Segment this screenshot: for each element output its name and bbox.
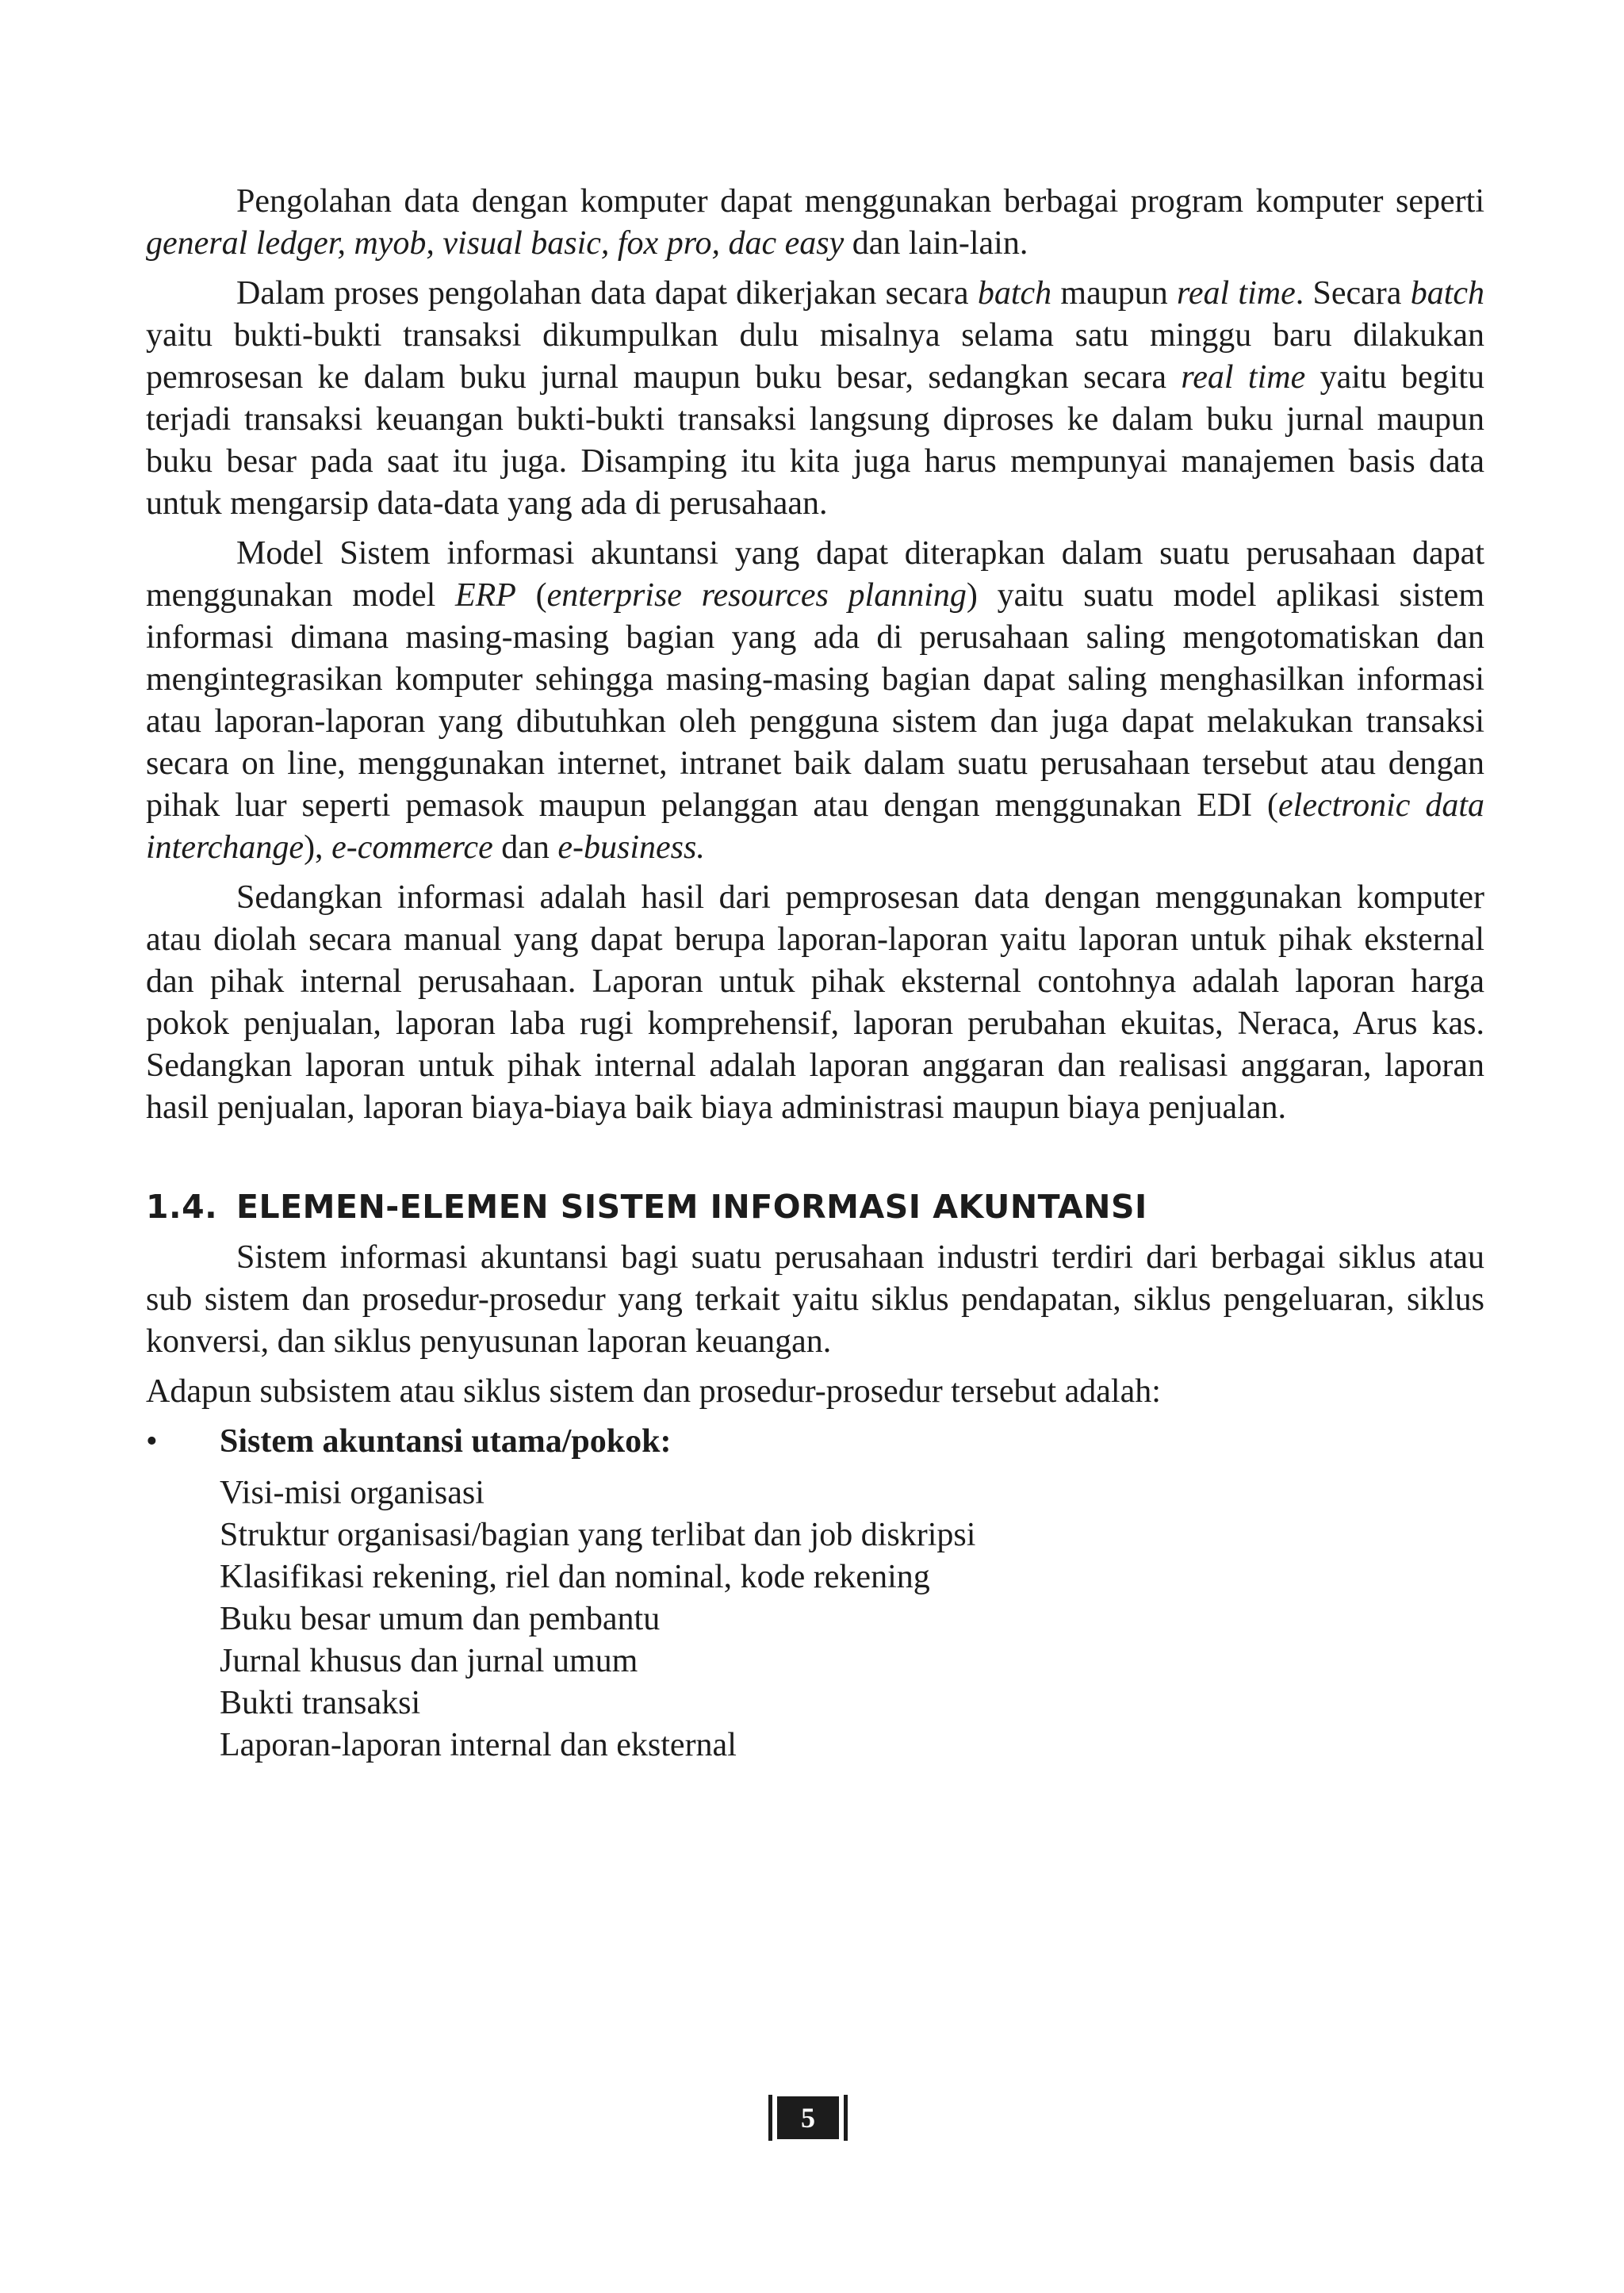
list-item: Buku besar umum dan pembantu	[220, 1601, 661, 1637]
page-number-right-bar	[844, 2095, 848, 2141]
section-title: ELEMEN-ELEMEN SISTEM INFORMASI AKUNTANSI	[236, 1188, 1147, 1226]
section-heading	[146, 1185, 1484, 1229]
section-number: 1.4.	[146, 1188, 218, 1226]
paragraph-erp-model: Model Sistem informasi akuntansi yang dapat diterapkan dalam suatu perusahaan dapat menggunakan model ERP (enterprise resources planning) yaitu suatu model aplikasi sistem informasi dimana masing-masing bagian yang ada di perusahaan saling mengotomatiskan dan mengintegrasikan komputer sehingga masing-masing bagian dapat saling menghasilkan informasi atau laporan-laporan yang dibutuhkan oleh pengguna sistem dan juga dapat melakukan transaksi secara on line, menggunakan internet, intranet baik dalam suatu perusahaan tersebut atau dengan pihak luar seperti pemasok maupun pelanggan atau dengan menggunakan EDI (electronic data interchange), e-commerce dan e-business.	[146, 535, 1484, 866]
paragraph-batch-realtime: Dalam proses pengolahan data dapat dikerjakan secara batch maupun real time. Secara batch yaitu bukti-bukti transaksi dikumpulkan dulu misalnya selama satu minggu baru dilakukan pemrosesan ke dalam buku jurnal maupun buku besar, sedangkan secara real time yaitu begitu terjadi transaksi keuangan bukti-bukti transaksi langsung diproses ke dalam buku jurnal maupun buku besar pada saat itu juga. Disamping itu kita juga harus mempunyai manajemen basis data untuk mengarsip data-data yang ada di perusahaan.	[146, 275, 1484, 522]
list-item: Laporan-laporan internal dan eksternal	[220, 1727, 737, 1763]
paragraph-information-reports: Sedangkan informasi adalah hasil dari pemprosesan data dengan menggunakan komputer atau diolah secara manual yang dapat berupa laporan-laporan yaitu laporan untuk pihak eksternal dan pihak internal perusahaan. Laporan untuk pihak eksternal contohnya adalah laporan harga pokok penjualan, laporan laba rugi komprehensif, laporan perubahan ekuitas, Neraca, Arus kas. Sedangkan laporan untuk pihak internal adalah laporan anggaran dan realisasi anggaran, laporan hasil penjualan, laporan biaya-biaya baik biaya administrasi maupun biaya penjualan.	[146, 879, 1484, 1126]
list-item: Visi-misi organisasi	[220, 1475, 485, 1511]
paragraph-software: Pengolahan data dengan komputer dapat menggunakan berbagai program komputer seperti general ledger, myob, visual basic, fox pro, dac easy dan lain-lain.	[146, 183, 1484, 262]
page-number-left-bar	[768, 2095, 772, 2141]
page-number: 5	[777, 2096, 839, 2139]
bullet-dot-icon: •	[146, 1423, 158, 1460]
section-intro-paragraph: Sistem informasi akuntansi bagi suatu perusahaan industri terdiri dari berbagai siklus atau sub sistem dan prosedur-prosedur yang terkait yaitu siklus pendapatan, siklus pengeluaran, siklus konversi, dan siklus penyusunan laporan keuangan.	[146, 1239, 1484, 1360]
bullet-heading-row	[146, 1421, 1484, 1463]
section-lead-paragraph: Adapun subsistem atau siklus sistem dan prosedur-prosedur tersebut adalah:	[146, 1373, 1161, 1410]
bullet-heading: Sistem akuntansi utama/pokok:	[220, 1423, 672, 1460]
list-item: Struktur organisasi/bagian yang terlibat dan job diskripsi	[220, 1517, 976, 1553]
list-item: Klasifikasi rekening, riel dan nominal, kode rekening	[220, 1559, 930, 1595]
page-content	[146, 181, 1484, 1767]
list-item: Jurnal khusus dan jurnal umum	[220, 1643, 638, 1679]
list-item: Bukti transaksi	[220, 1685, 421, 1721]
subsystem-list	[220, 1472, 1484, 1767]
page-number-badge	[766, 2095, 850, 2141]
